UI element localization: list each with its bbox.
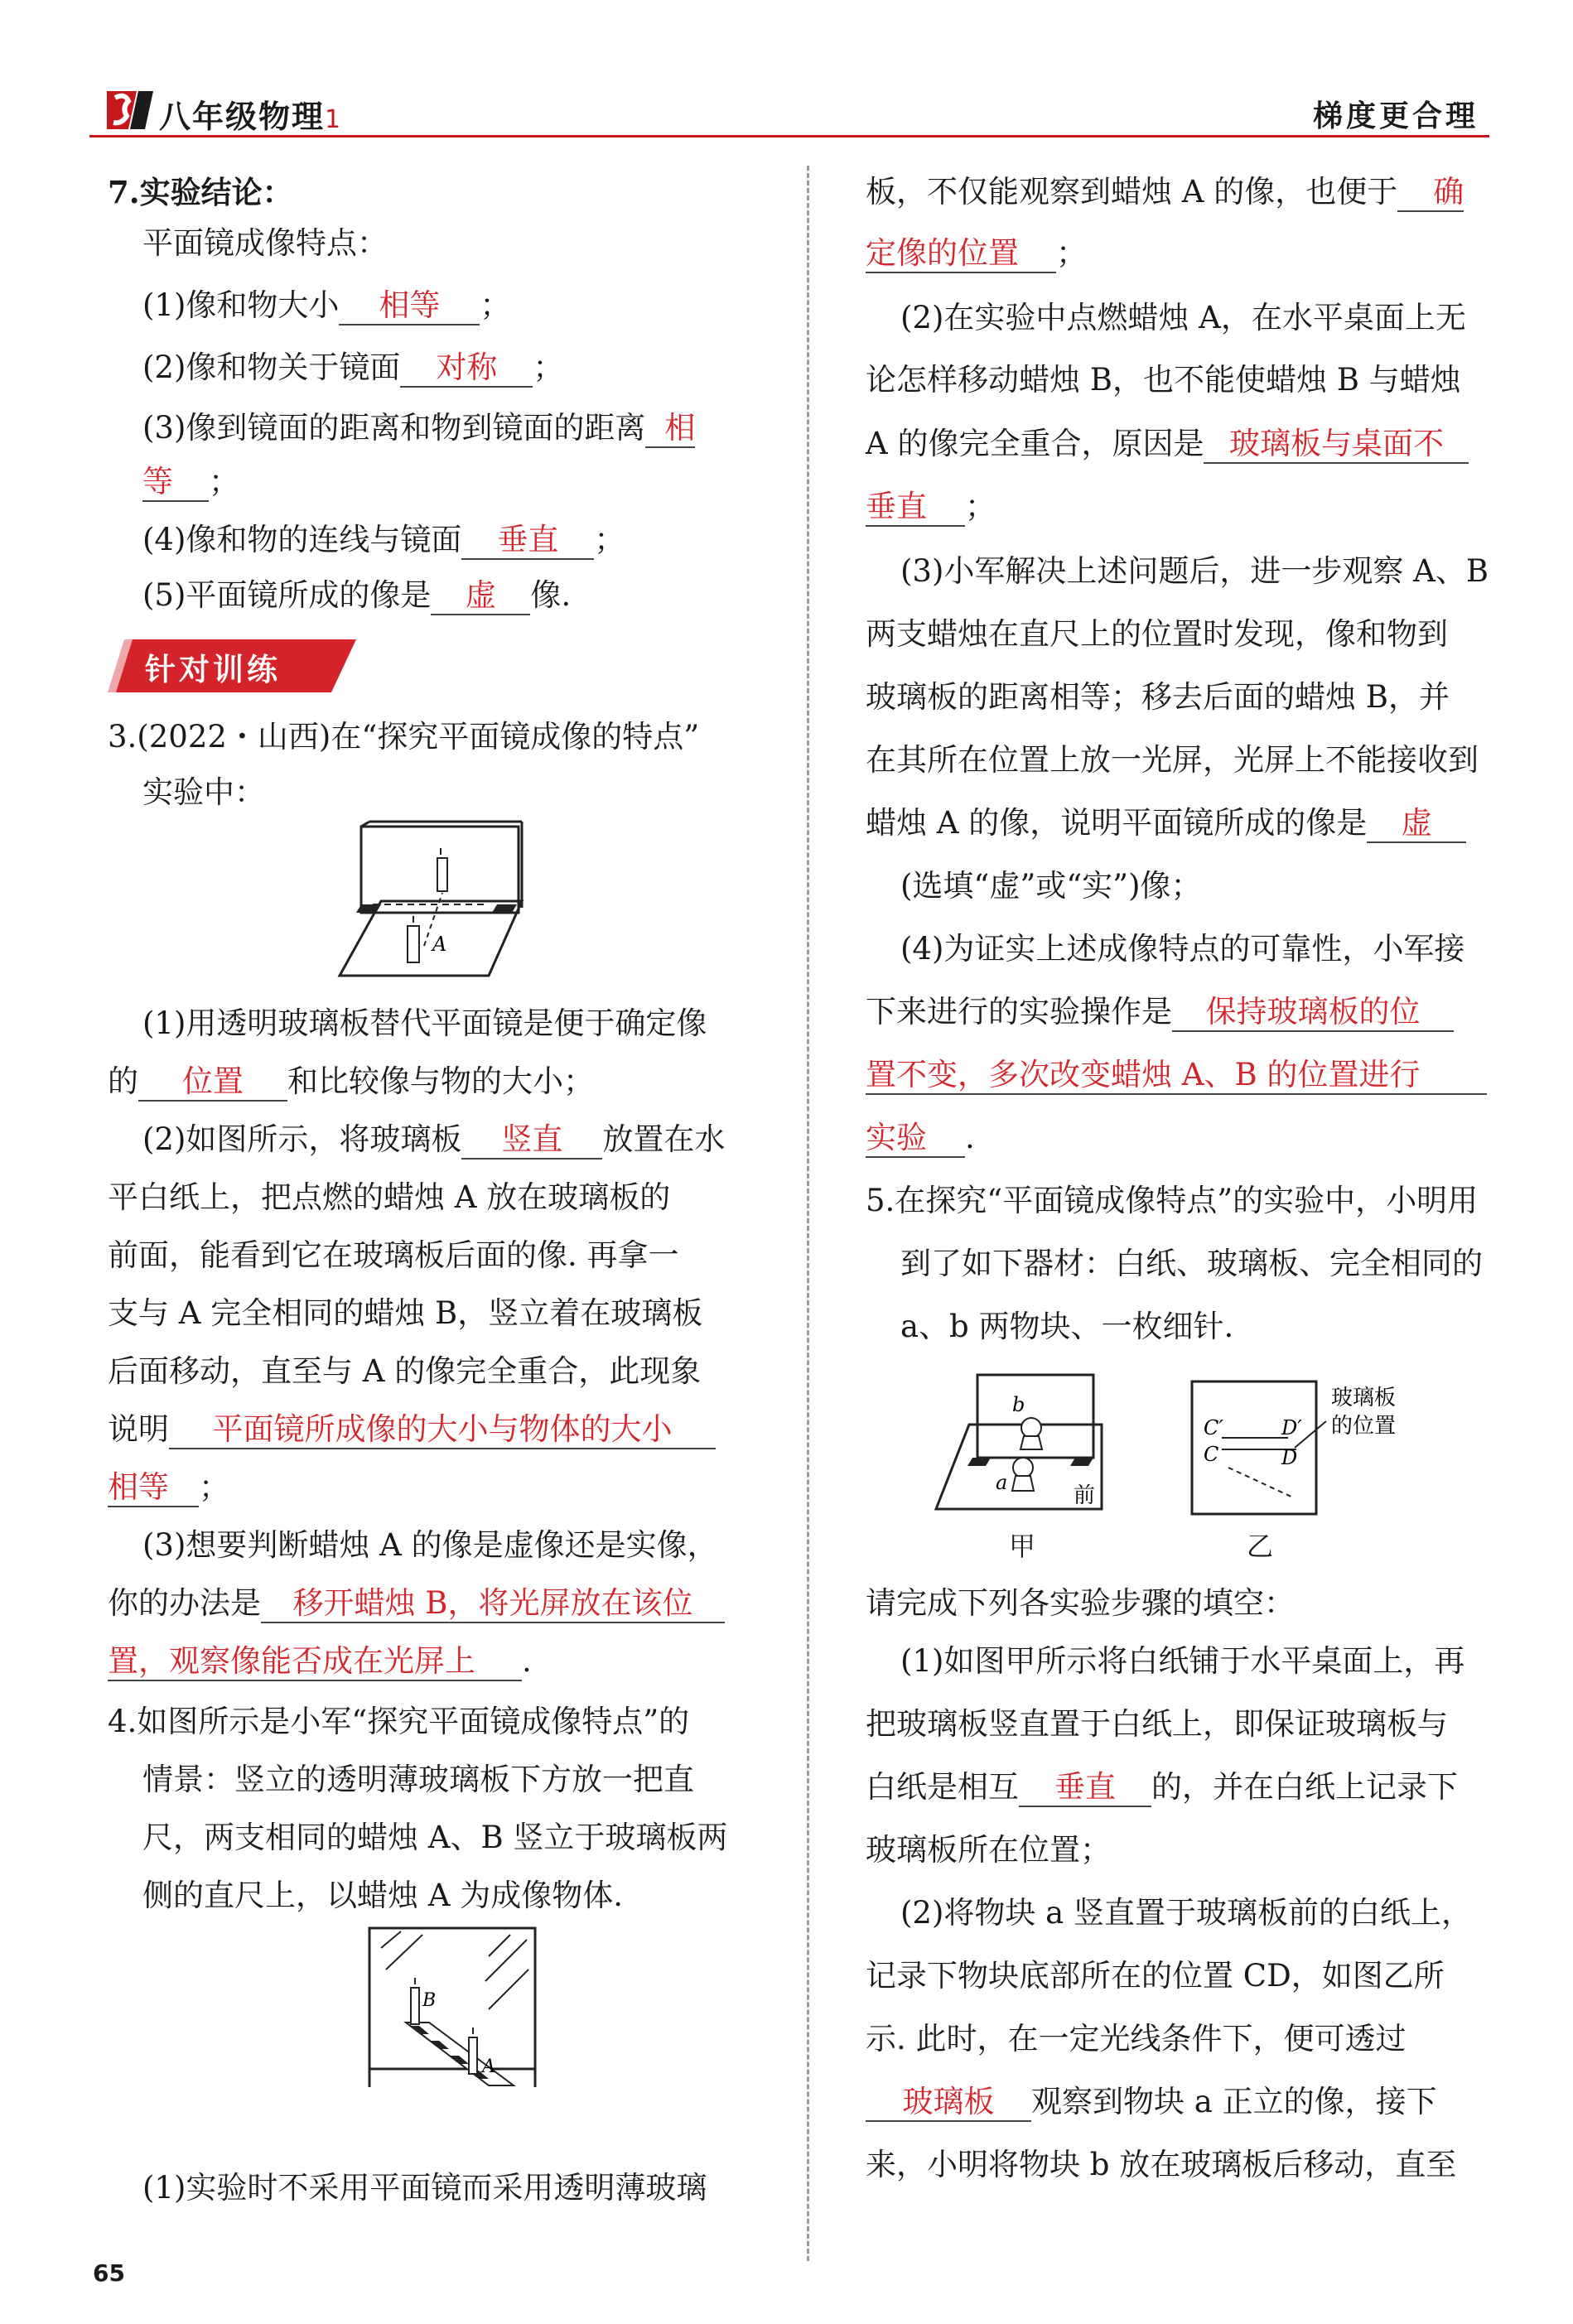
q4-p4-line-4: 实验 .	[866, 1118, 1495, 1158]
q5-line-1: 5.在探究“平面镜成像特点”的实验中，小明用	[866, 1183, 1479, 1218]
q4-p1-line-1: (1)实验时不采用平面镜而采用透明薄玻璃	[142, 2170, 707, 2206]
q5-figure-glass-label-2: 的位置	[1331, 1414, 1397, 1439]
q4-p3-line-2: 两支蜡烛在直尺上的位置时发现，像和物到	[866, 616, 1448, 652]
q5-p1-line-3: 白纸是相互 垂直 的，并在白纸上记录下	[866, 1767, 1495, 1807]
publisher-logo	[104, 89, 157, 131]
q5-figure-front-label: 前	[1074, 1483, 1096, 1508]
answer-blank: 等	[142, 464, 209, 502]
q3-p2-line-5: 后面移动，直至与 A 的像完全重合，此现象	[108, 1353, 702, 1389]
q3-p2-line-7: 相等 ；	[108, 1468, 770, 1507]
q5-p2-line-2: 记录下物块底部所在的位置 CD，如图乙所	[866, 1958, 1445, 1994]
answer-blank: 虚	[1367, 805, 1466, 843]
q5-figure-jia	[928, 1367, 1127, 1524]
q3-p2-line-1: (2)如图所示，将玻璃板 竖直 放置在水	[108, 1120, 805, 1160]
book-subject: 八年级物理1	[159, 99, 343, 135]
q3-p1-line-2: 的 位置 和比较像与物的大小；	[108, 1062, 770, 1102]
q7-item-4: (4)像和物的连线与镜面 垂直 ；	[108, 520, 805, 560]
q4-p3-line-4: 在其所在位置上放一光屏，光屏上不能接收到	[866, 742, 1479, 778]
q4-line-4: 侧的直尺上，以蜡烛 A 为成像物体.	[142, 1878, 624, 1913]
book-volume: 1	[325, 105, 343, 134]
q5-p2-line-4: 玻璃板 观察到物块 a 正立的像，接下	[866, 2082, 1495, 2122]
q4-r-line-2: 定像的位置 ；	[866, 234, 1495, 273]
q3-p2-line-2: 平白纸上，把点燃的蜡烛 A 放在玻璃板的	[108, 1179, 671, 1215]
q5-line-3: a、b 两物块、一枚细针.	[900, 1309, 1234, 1344]
q7-item-3-cont: 等 ；	[108, 462, 805, 502]
q3-line-2: 实验中：	[142, 774, 265, 810]
q5-p2-line-5: 来，小明将物块 b 放在玻璃板后移动，直至	[866, 2147, 1457, 2182]
q5-line-2: 到了如下器材：白纸、玻璃板、完全相同的	[900, 1246, 1483, 1281]
q4-p4-line-3	[866, 1055, 1495, 1095]
q5-figure-glass-label-1: 玻璃板	[1331, 1386, 1397, 1410]
q4-p2-line-1: (2)在实验中点燃蜡烛 A，在水平桌面上无	[900, 300, 1466, 335]
answer-blank: 确	[1397, 174, 1464, 212]
q4-p3-line-1: (3)小军解决上述问题后，进一步观察 A、B	[900, 553, 1489, 589]
section-title: 针对训练	[145, 651, 281, 687]
q3-p2-line-6: 说明 平面镜所成像的大小与物体的大小	[108, 1410, 770, 1449]
header-rule	[89, 135, 1489, 137]
q4-p2-line-2: 论怎样移动蜡烛 B，也不能使蜡烛 B 与蜡烛	[866, 362, 1461, 398]
q5-figure-label-d: D	[1281, 1446, 1298, 1469]
series-tagline: 梯度更合理	[1312, 99, 1479, 133]
q3-p2-line-3: 前面，能看到它在玻璃板后面的像. 再拿一	[108, 1237, 679, 1273]
q7-item-3: (3)像到镜面的距离和物到镜面的距离 相	[108, 408, 805, 448]
q5-figure-yi-caption: 乙	[1247, 1531, 1274, 1562]
q3-p3-line-3: 置，观察像能否成在光屏上 .	[108, 1642, 770, 1681]
answer-blank: 竖直	[461, 1121, 602, 1160]
q5-figure-jia-caption: 甲	[1009, 1531, 1036, 1562]
q7-intro: 平面镜成像特点：	[142, 225, 388, 261]
answer-blank: 实验	[866, 1120, 965, 1158]
q5-figure-label-b: b	[1012, 1393, 1025, 1416]
q5-figure-label-d-prime: D′	[1281, 1416, 1302, 1439]
answer-blank: 垂直	[1019, 1769, 1151, 1807]
answer-blank: 位置	[138, 1063, 287, 1102]
q4-p2-line-4: 垂直 ；	[866, 487, 1495, 527]
answer-blank: 玻璃板	[866, 2084, 1031, 2122]
q5-figure-label-a: a	[996, 1471, 1008, 1494]
q5-figure-label-c-prime: C′	[1204, 1416, 1223, 1439]
page-number: 65	[93, 2259, 125, 2287]
answer-blank: 定像的位置	[866, 235, 1056, 273]
q7-title: 7.实验结论：	[108, 174, 293, 210]
q4-p4-line-2: 下来进行的实验操作是 保持玻璃板的位	[866, 992, 1495, 1032]
answer-blank: 垂直	[866, 489, 965, 527]
q5-p1-line-2: 把玻璃板竖直置于白纸上，即保证玻璃板与	[866, 1706, 1448, 1742]
q5-p2-line-3: 示. 此时，在一定光线条件下，便可透过	[866, 2021, 1407, 2056]
answer-blank: 移开蜡烛 B，将光屏放在该位	[261, 1585, 725, 1623]
q3-figure-glass-plate	[331, 818, 547, 984]
q4-line-3: 尺，两支相同的蜡烛 A、B 竖立于玻璃板两	[142, 1820, 728, 1855]
q4-figure-label-b: B	[422, 1990, 437, 2011]
q7-item-2: (2)像和物关于镜面 对称 ；	[108, 348, 805, 388]
q3-p3-line-2: 你的办法是 移开蜡烛 B，将光屏放在该位	[108, 1584, 770, 1623]
q3-line-1: 3.(2022・山西)在“探究平面镜成像的特点”	[108, 719, 700, 755]
q4-line-1: 4.如图所示是小军“探究平面镜成像特点”的	[108, 1704, 690, 1739]
q7-item-5: (5)平面镜所成的像是 虚 像.	[108, 576, 805, 615]
answer-blank: 相等	[108, 1469, 199, 1507]
q4-line-2: 情景：竖立的透明薄玻璃板下方放一把直	[142, 1762, 694, 1797]
q4-p2-line-3: A 的像完全重合，原因是 玻璃板与桌面不	[866, 424, 1495, 464]
column-divider	[807, 166, 809, 2261]
q4-figure-candles-ruler	[364, 1923, 547, 2089]
answer-blank: 平面镜所成像的大小与物体的大小	[169, 1411, 716, 1449]
answer-blank: 置，观察像能否成在光屏上	[108, 1643, 522, 1681]
q4-p4-line-1: (4)为证实上述成像特点的可靠性，小军接	[900, 931, 1465, 967]
q5-p2-line-1: (2)将物块 a 竖直置于玻璃板前的白纸上，	[900, 1895, 1472, 1931]
answer-blank: 保持玻璃板的位	[1172, 994, 1454, 1032]
answer-blank: 相等	[339, 287, 480, 325]
answer-blank: 相	[645, 410, 695, 448]
q5-line-4: 请完成下列各实验步骤的填空：	[866, 1585, 1295, 1621]
q3-p3-line-1: (3)想要判断蜡烛 A 的像是虚像还是实像，	[142, 1527, 718, 1563]
q5-figure-label-c: C	[1204, 1443, 1219, 1466]
q7-item-1: (1)像和物大小 相等 ；	[108, 286, 805, 325]
q5-p1-line-4: 玻璃板所在位置；	[866, 1832, 1111, 1868]
answer-blank: 玻璃板与桌面不	[1204, 426, 1469, 464]
q4-p3-line-3: 玻璃板的距离相等；移去后面的蜡烛 B，并	[866, 679, 1450, 715]
answer-blank: 对称	[400, 350, 533, 388]
q4-p3-line-6: (选填“虚”或“实”)像；	[900, 868, 1202, 904]
q3-figure-label-a: A	[432, 933, 447, 956]
q3-p1-line-1: (1)用透明玻璃板替代平面镜是便于确定像	[142, 1005, 707, 1041]
answer-blank: 垂直	[461, 522, 594, 560]
q5-p1-line-1: (1)如图甲所示将白纸铺于水平桌面上，再	[900, 1643, 1465, 1679]
answer-blank: 置不变，多次改变蜡烛 A、B 的位置进行	[866, 1057, 1487, 1095]
answer-blank: 虚	[431, 577, 530, 615]
q4-p3-line-5: 蜡烛 A 的像，说明平面镜所成的像是 虚	[866, 803, 1495, 843]
q5-figure-yi	[1189, 1375, 1470, 1524]
q4-r-line-1: 板，不仅能观察到蜡烛 A 的像，也便于 确	[866, 172, 1495, 212]
q4-figure-label-a: A	[482, 2056, 495, 2077]
q3-p2-line-4: 支与 A 完全相同的蜡烛 B，竖立着在玻璃板	[108, 1295, 703, 1331]
